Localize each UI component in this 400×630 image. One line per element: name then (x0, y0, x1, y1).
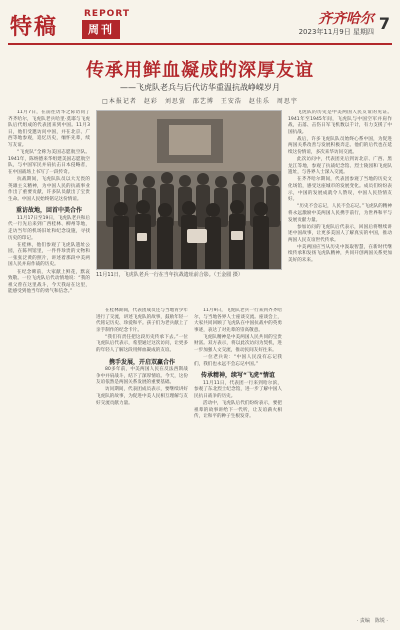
paragraph: 11月7日，在前往访华之际访问了齐齐哈尔，飞虎队老兵哈里·莫耶与飞虎队后代组成的代表团来到中国。11月3日，他们受邀访问中国，并在北京、广西等地参观，追忆历史，缅怀先辈，续写友谊。 (8, 110, 90, 148)
paragraph: 飞虎队的历史是中美两国人民友谊的见证。1941年至1945年间，飞虎队与中国空军并肩作战，击落、击伤日军飞机数以千计，有力支援了中国抗战。 (288, 110, 392, 135)
paragraph: 飞虎队精神是中美两国人民共同的宝贵财富。双方表示，将以此次访问为契机，进一步加强人文交流，推动民间友好往来。 (194, 334, 282, 354)
issue-date (299, 27, 374, 37)
page-number: 7 (378, 14, 390, 33)
paragraph: 战后，许多飞虎队队员始终心系中国，为促进两国关系改善与发展积极奔走。他们的后代也在延续这份情谊，多次来华访问交流。 (288, 136, 392, 156)
article-subhead: ——飞虎队老兵与后代访华重温抗战峥嵘岁月 (120, 83, 280, 92)
zhoukan-badge: 周刊 (82, 20, 120, 39)
paragraph: 11月17日至19日，飞虎队老兵和后代一行先后来到广西桂林、柳州等地，走访当年的机场旧址和纪念设施，寻找历史的印记。 (8, 215, 90, 241)
article-photo (96, 110, 282, 270)
paragraph: “历史不会忘记，人民不会忘记。”飞虎队的精神将永远激励中美两国人民携手前行，为世界和平与发展贡献力量。 (288, 204, 392, 223)
paragraph: 参加访问的飞虎队后代表示，回国后将继续讲述中国故事，让更多美国人了解真实的中国，推动两国人民友谊世代传承。 (288, 224, 392, 243)
report-label: REPORT (84, 9, 130, 19)
column-2 (96, 308, 188, 616)
paragraph: 活动中，飞虎队后代们纷纷表示，要把祖辈的故事讲给下一代听，让友谊薪火相传，让和平的种子生根发芽。 (194, 401, 282, 420)
column-1 (8, 110, 90, 616)
paragraph: 11月11日，代表团一行来到哈尔滨，参观了东北烈士纪念馆，进一步了解中国人民抗日战争的历史。 (194, 380, 282, 400)
paper-name: 齐齐哈尔 (318, 11, 374, 27)
paragraph: “飞虎队”全称为美国志愿航空队。1941年，陈纳德来华组建美国志愿航空队，与中国军民并肩抗击日本侵略者，在中国战场上书写了一段传奇。 (8, 150, 90, 175)
paragraph: 访问期间，代表团成员表示，要继续讲好飞虎队的故事，为促进中美人民相互理解与友好交流贡献力量。 (96, 387, 188, 406)
issue-weekday: 星期四 (353, 28, 374, 36)
column-4 (288, 110, 392, 616)
paragraph: 在桂林，他们参观了飞虎队遗址公园，在陈列馆里，一件件珍贵的文物和一张张泛黄的照片，讲述着那段中美两国人民并肩作战的历史。 (8, 242, 90, 268)
paragraph: 一位老兵说：“中国人民没有忘记我们，我们也永远不会忘记中国。” (194, 355, 282, 367)
paragraph: 在纪念碑前，大家献上鲜花，默哀致敬。一位飞虎队后代动情地说：“我的祖父曾在这里战斗，今天我站在这里，能感受到他当年的勇气和信念。” (8, 269, 90, 295)
editor-credit: · 责编 陈锐 · (356, 618, 388, 624)
paragraph: “我们有责任把这段历史传承下去。”一位飞虎队后代表示，希望通过这次访问，让更多的年轻人了解这段用鲜血凝成的友谊。 (96, 334, 188, 354)
section-title: 特稿 (10, 14, 59, 40)
column-3 (194, 308, 282, 616)
article-headline: 传承用鲜血凝成的深厚友谊 (86, 60, 314, 81)
masthead-rule (8, 43, 392, 45)
section-subtitle: 传承精神，续写“飞虎”情谊 (201, 372, 275, 380)
paragraph: 在桂林期间，代表团成员还与当地青少年进行了交流，讲述飞虎队的故事，鼓励年轻一代铭记历史、珍爱和平。孩子们为老兵献上了亲手制作的纪念卡片。 (96, 308, 188, 333)
section-subtitle: 携手发展，开启双赢合作 (108, 358, 175, 366)
paragraph: 11月9日，飞虎队老兵一行来到齐齐哈尔，与当地各界人士座谈交流。座谈会上，大家共同回顾了飞虎队在中国抗战中的英勇事迹，表达了对先辈的崇高敬意。 (194, 308, 282, 333)
paragraph: 在齐齐哈尔期间，代表团参观了当地的历史文化场馆，感受这座城市的发展变化。成员们纷纷表示，中国的发展成就令人赞叹，中国人民热情友好。 (288, 177, 392, 203)
paragraph: 抗战期间，飞虎队队员以大无畏的英雄主义精神，为中国人民的抗战事业作出了重要贡献，许多队员献出了宝贵生命。中国人民始终铭记这份情谊。 (8, 176, 90, 202)
paragraph: 中美两国应当从历史中汲取智慧，在新时代继续传承和发扬飞虎队精神，共同开创两国关系更加美好的未来。 (288, 244, 392, 264)
paragraph: 80多年前，中美两国人民在反法西斯战争中并肩战斗，结下了深厚情谊。今天，这份友谊依然是两国关系发展的重要基础。 (96, 367, 188, 386)
issue-date-text: 2023年11月9日 (298, 28, 351, 36)
photo-caption: 11月11日，飞虎队老兵一行在当年抗战遗址前合影。（王金圆 摄） (96, 272, 243, 278)
article-byline: □本报记者 赵彩 刘思萤 邵艺博 王安浩 赵佳乐 周思宇 (102, 98, 298, 105)
paragraph: 此次访问中，代表团先后到访北京、广西、黑龙江等地，参观了抗战纪念馆、烈士陵园和飞虎队遗址，与各界人士深入交流。 (288, 157, 392, 176)
section-subtitle: 重访故地，回首中美合作 (15, 207, 82, 215)
